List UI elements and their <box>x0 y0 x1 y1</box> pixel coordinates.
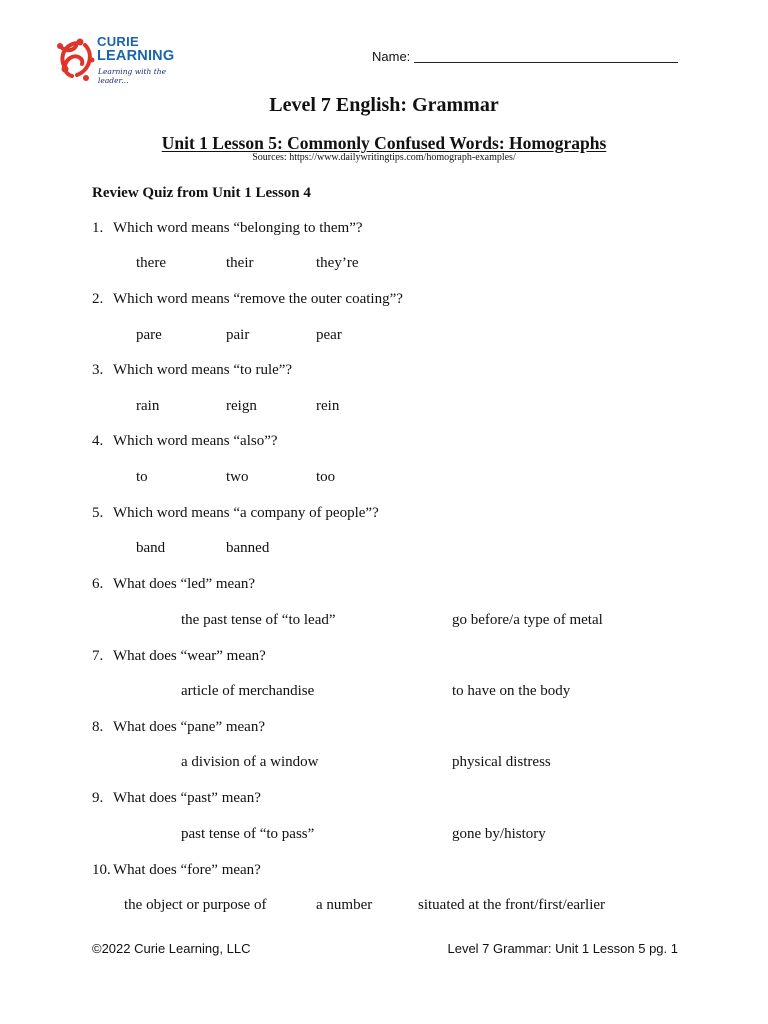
name-label: Name: <box>372 49 411 64</box>
question-number: 9. <box>92 790 104 806</box>
answer-option: situated at the front/first/earlier <box>418 897 606 913</box>
question-text: What does “past” mean? <box>113 790 261 806</box>
footer-copyright: ©2022 Curie Learning, LLC <box>92 941 251 956</box>
answer-option: pare <box>136 327 162 343</box>
answer-option: banned <box>226 540 270 556</box>
page-title: Level 7 English: Grammar <box>269 94 499 116</box>
question-number: 5. <box>92 505 104 521</box>
question-text: What does “fore” mean? <box>113 862 261 878</box>
question-text: Which word means “remove the outer coating”? <box>113 291 403 307</box>
question-number: 4. <box>92 433 104 449</box>
answer-option: gone by/history <box>452 826 546 842</box>
answer-option: two <box>226 469 249 485</box>
question-number: 2. <box>92 291 104 307</box>
logo-wordmark-curie: CURIE <box>97 34 139 49</box>
question-number: 10. <box>92 862 111 878</box>
question-text: Which word means “belonging to them”? <box>113 220 363 236</box>
logo-wordmark-learning: LEARNING <box>97 48 175 64</box>
answer-option: too <box>316 469 336 485</box>
question-text: Which word means “to rule”? <box>113 362 293 378</box>
answer-option: physical distress <box>452 754 551 770</box>
answer-option: there <box>136 255 166 271</box>
question-number: 3. <box>92 362 104 378</box>
answer-option: they’re <box>316 255 359 271</box>
answer-option: go before/a type of metal <box>452 612 603 628</box>
answer-option: a number <box>316 897 373 913</box>
question-text: Which word means “a company of people”? <box>113 505 379 521</box>
question-number: 7. <box>92 648 104 664</box>
answer-option: pear <box>316 327 342 343</box>
question-number: 6. <box>92 576 104 592</box>
name-blank-line <box>414 62 678 63</box>
answer-option: the past tense of “to lead” <box>181 612 336 628</box>
logo-tagline: Learning with the leader... <box>98 67 167 85</box>
lesson-subtitle <box>0 133 768 154</box>
answer-option: to <box>136 469 148 485</box>
lesson-subtitle-text: Unit 1 Lesson 5: Commonly Confused Words: Homographs <box>161 133 607 153</box>
answer-option: to have on the body <box>452 683 571 699</box>
question-text: What does “pane” mean? <box>113 719 265 735</box>
curie-learning-logo <box>56 32 196 84</box>
question-text: Which word means “also”? <box>113 433 278 449</box>
answer-option: article of merchandise <box>181 683 315 699</box>
answer-option: the object or purpose of <box>124 897 267 913</box>
question-text: What does “led” mean? <box>113 576 256 592</box>
section-heading: Review Quiz from Unit 1 Lesson 4 <box>92 185 311 201</box>
answer-option: rein <box>316 398 340 414</box>
question-text: What does “wear” mean? <box>113 648 266 664</box>
answer-option: reign <box>226 398 257 414</box>
answer-option: pair <box>226 327 250 343</box>
answer-option: band <box>136 540 166 556</box>
sources-line: Sources: https://www.dailywritingtips.com/homograph-examples/ <box>252 152 516 163</box>
answer-option: rain <box>136 398 160 414</box>
question-number: 1. <box>92 220 104 236</box>
question-number: 8. <box>92 719 104 735</box>
swirl-logo-icon <box>56 34 96 82</box>
footer-page-label: Level 7 Grammar: Unit 1 Lesson 5 pg. 1 <box>447 941 678 956</box>
answer-option: a division of a window <box>181 754 319 770</box>
answer-option: their <box>226 255 254 271</box>
answer-option: past tense of “to pass” <box>181 826 315 842</box>
